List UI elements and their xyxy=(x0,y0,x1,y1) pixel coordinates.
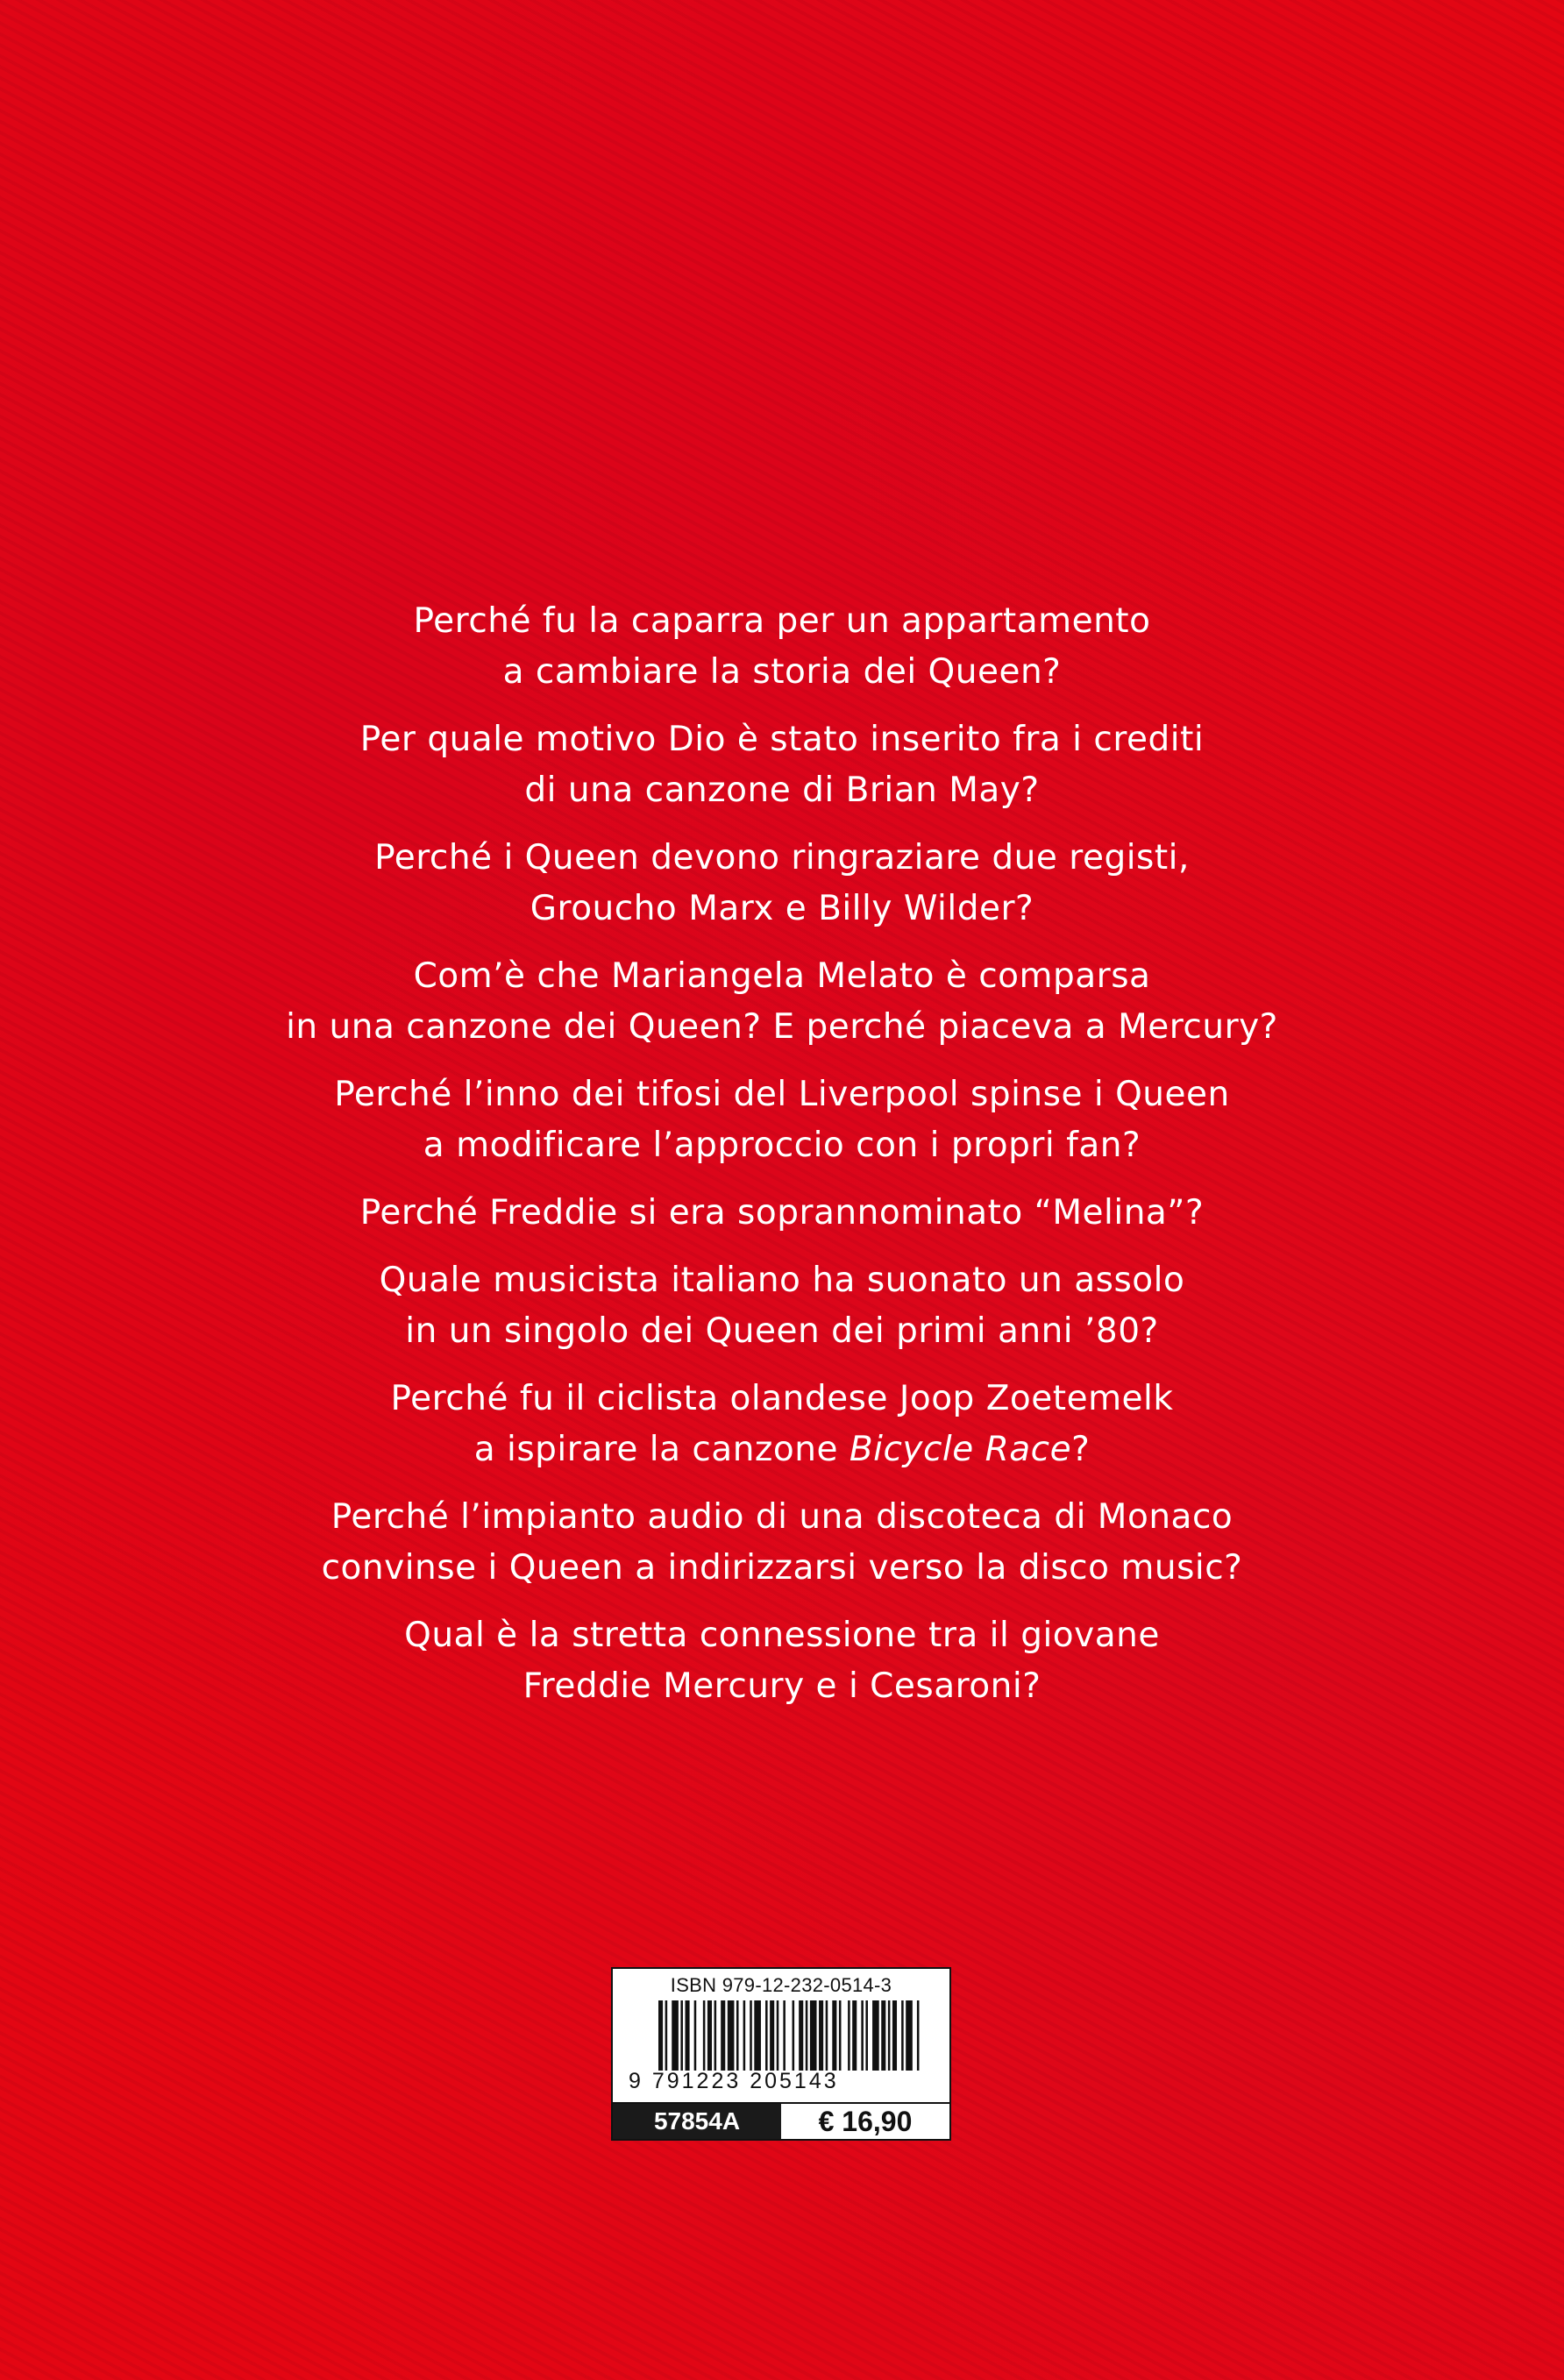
barcode-bar xyxy=(799,2000,803,2071)
question-line: Perché fu il ciclista olandese Joop Zoetemelk xyxy=(390,1379,1174,1418)
question-7 xyxy=(0,1255,1564,1357)
question-line: Qual è la stretta connessione tra il giovane xyxy=(404,1616,1160,1655)
price: € 16,90 xyxy=(781,2104,949,2139)
question-line: Groucho Marx e Billy Wilder? xyxy=(530,889,1034,928)
barcode-bar xyxy=(806,2000,808,2071)
barcode-bar xyxy=(793,2000,795,2071)
question-2 xyxy=(0,714,1564,816)
song-title: Bicycle Race xyxy=(849,1430,1072,1469)
barcode-bar xyxy=(765,2000,768,2071)
barcode-bar xyxy=(906,2000,913,2071)
barcode-bar xyxy=(743,2000,746,2071)
isbn-label: ISBN 979-12-232-0514-3 xyxy=(670,1974,892,1996)
barcode-bar xyxy=(881,2000,885,2071)
barcode-bar xyxy=(892,2000,897,2071)
question-line: Perché l’inno dei tifosi del Liverpool spinse i Queen xyxy=(334,1075,1230,1114)
question-line: Com’è che Mariangela Melato è comparsa xyxy=(413,956,1151,996)
barcode-digits: 9 791223 205143 xyxy=(629,2069,839,2093)
question-line: Per quale motivo Dio è stato inserito fra i crediti xyxy=(359,720,1205,759)
barcode-bar xyxy=(852,2000,857,2071)
question-line: Quale musicista italiano ha suonato un assolo xyxy=(379,1261,1185,1300)
barcode-bar xyxy=(888,2000,891,2071)
question-6 xyxy=(0,1188,1564,1239)
barcode-bar xyxy=(826,2000,828,2071)
product-code: 57854A xyxy=(613,2104,781,2139)
question-line: a modificare l’approccio con i propri fan? xyxy=(423,1126,1141,1165)
question-4 xyxy=(0,951,1564,1053)
barcode-bar xyxy=(783,2000,786,2071)
barcode-bar xyxy=(754,2000,761,2071)
question-line: Freddie Mercury e i Cesaroni? xyxy=(523,1666,1041,1706)
question-line: Perché i Queen devono ringraziare due registi, xyxy=(374,838,1190,877)
barcode-bar xyxy=(770,2000,774,2071)
question-mark: ? xyxy=(1071,1430,1091,1469)
barcode-bar xyxy=(680,2000,683,2071)
price-row xyxy=(613,2102,949,2139)
barcode-box xyxy=(611,1967,951,2141)
question-line xyxy=(0,1424,1564,1475)
barcode-bar xyxy=(819,2000,823,2071)
question-line: Perché l’impianto audio di una discoteca di Monaco xyxy=(331,1497,1233,1537)
question-line: di una canzone di Brian May? xyxy=(524,771,1040,810)
barcode-bar xyxy=(901,2000,904,2071)
barcode-bars xyxy=(658,2000,921,2071)
question-line: in una canzone dei Queen? E perché piaceva a Mercury? xyxy=(286,1007,1278,1047)
question-3 xyxy=(0,833,1564,934)
question-10 xyxy=(0,1610,1564,1712)
barcode-bar xyxy=(848,2000,850,2071)
question-9 xyxy=(0,1492,1564,1594)
barcode-bar xyxy=(714,2000,717,2071)
barcode-bar xyxy=(721,2000,725,2071)
barcode-bar xyxy=(750,2000,752,2071)
barcode-bar xyxy=(872,2000,879,2071)
barcode-bar xyxy=(686,2000,690,2071)
question-line: convinse i Queen a indirizzarsi verso la disco music? xyxy=(321,1548,1243,1588)
barcode-bar xyxy=(728,2000,735,2071)
question-line: Perché fu la caparra per un appartamento xyxy=(413,601,1151,641)
barcode-bar xyxy=(694,2000,697,2071)
question-text: a ispirare la canzone xyxy=(473,1430,850,1469)
barcode-bar xyxy=(917,2000,920,2071)
barcode-bar xyxy=(810,2000,817,2071)
question-1 xyxy=(0,596,1564,698)
barcode-bar xyxy=(839,2000,842,2071)
barcode-bar xyxy=(658,2000,663,2071)
question-line: a cambiare la storia dei Queen? xyxy=(502,652,1062,692)
barcode-bar xyxy=(832,2000,836,2071)
question-5 xyxy=(0,1069,1564,1171)
question-line: in un singolo dei Queen dei primi anni ’80? xyxy=(405,1311,1159,1351)
barcode-bar xyxy=(777,2000,779,2071)
barcode-bar xyxy=(861,2000,864,2071)
barcode-bar xyxy=(865,2000,868,2071)
barcode-bar xyxy=(707,2000,712,2071)
questions-list xyxy=(0,596,1564,1729)
barcode-bar xyxy=(672,2000,679,2071)
barcode-bar xyxy=(665,2000,668,2071)
barcode-bar xyxy=(703,2000,706,2071)
question-line: Perché Freddie si era soprannominato “Melina”? xyxy=(359,1193,1205,1233)
barcode-bar xyxy=(736,2000,739,2071)
question-8 xyxy=(0,1374,1564,1475)
